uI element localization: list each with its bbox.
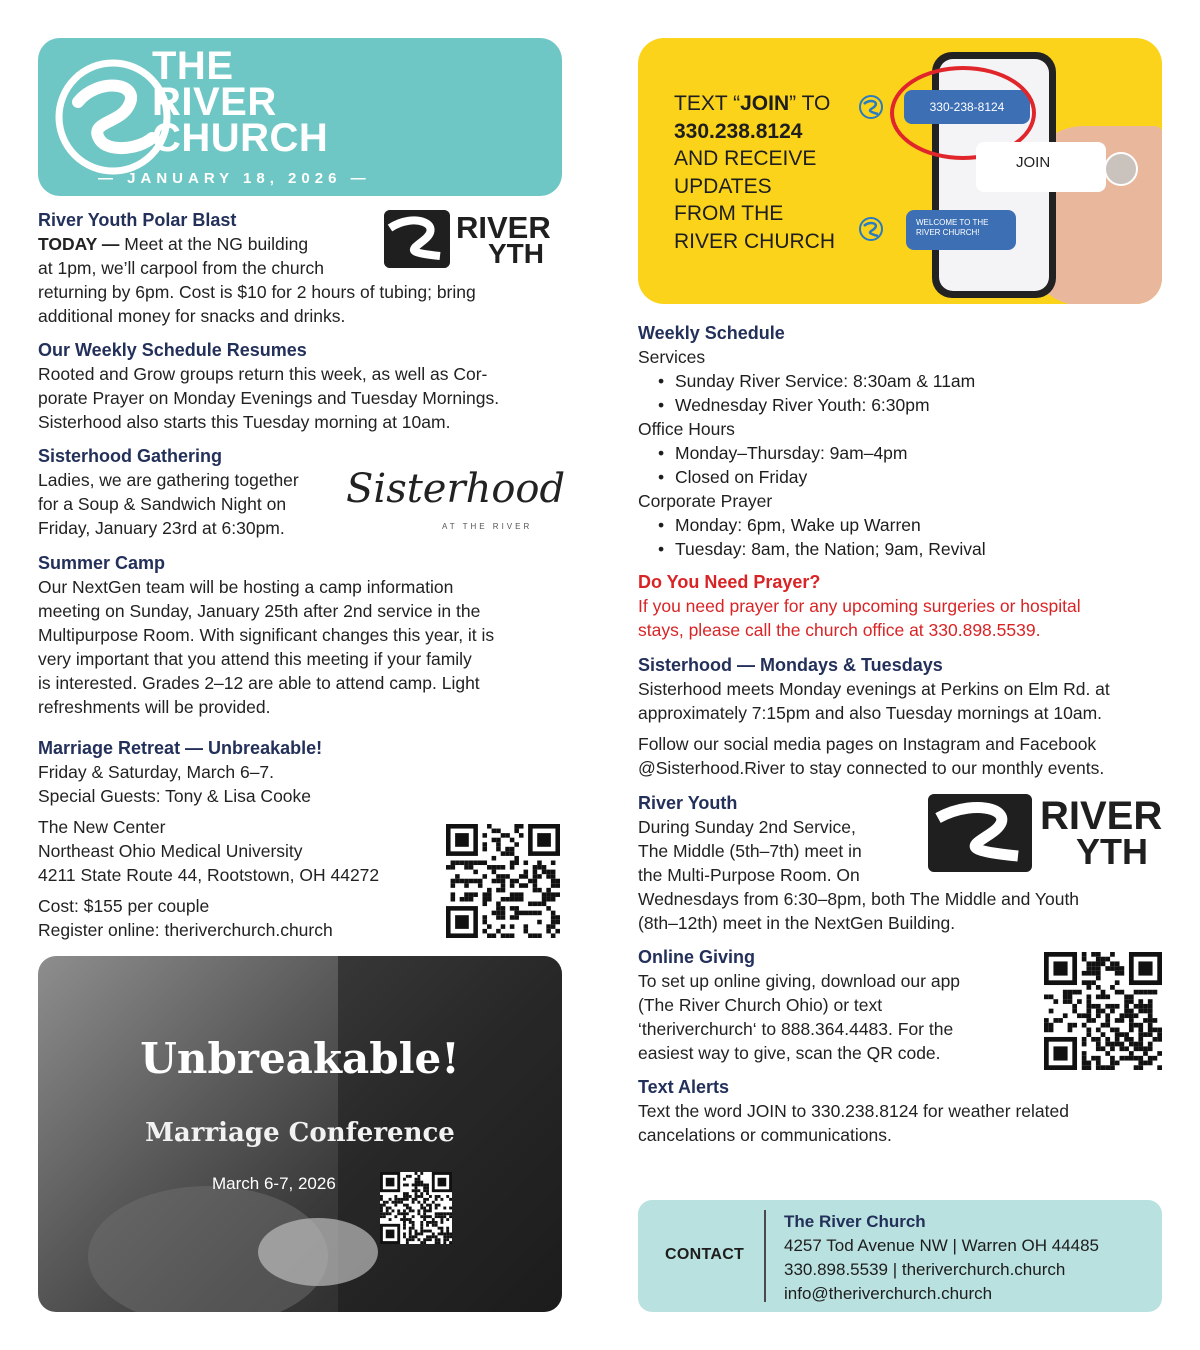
sisterhood-mt-line-4: @Sisterhood.River to stay connected to our monthly events. xyxy=(638,758,1105,778)
summer-camp-line-2: meeting on Sunday, January 25th after 2nd service in the xyxy=(38,601,481,621)
river-youth-logo-large xyxy=(928,794,1162,872)
river-youth-logo-small xyxy=(384,210,562,268)
right-column xyxy=(638,38,1163,1303)
summer-camp-line-4: very important that you attend this meeting if your family xyxy=(38,649,472,669)
contact-info xyxy=(784,1210,1099,1306)
summer-camp-line-1: Our NextGen team will be hosting a camp information xyxy=(38,577,454,597)
marriage-retreat-cost: Cost: $155 per couple xyxy=(38,896,210,916)
weekly-schedule-section xyxy=(638,321,1162,561)
weekly-resumes-heading: Our Weekly Schedule Resumes xyxy=(38,340,307,360)
river-youth-heading: River Youth xyxy=(638,793,738,813)
ryth-word-2: YTH xyxy=(488,238,544,269)
need-prayer-heading: Do You Need Prayer? xyxy=(638,572,821,592)
summer-camp-line-6: refreshments will be provided. xyxy=(38,697,271,717)
sisterhood-gathering-line-1: Ladies, we are gathering together xyxy=(38,470,299,490)
summer-camp-line-5: is interested. Grades 2–12 are able to attend camp. Light xyxy=(38,673,480,693)
contact-label: CONTACT xyxy=(665,1246,745,1263)
text-join-line-4: UPDATES xyxy=(674,174,772,198)
left-column xyxy=(38,38,566,1193)
marriage-retreat-address: 4211 State Route 44, Rootstown, OH 44272 xyxy=(38,865,380,885)
corporate-prayer-label: Corporate Prayer xyxy=(638,491,773,511)
sisterhood-mt-line-3: Follow our social media pages on Instagram and Facebook xyxy=(638,734,1097,754)
river-youth-line-5: (8th–12th) meet in the NextGen Building. xyxy=(638,913,956,933)
polar-blast-body-3: returning by 6pm. Cost is $10 for 2 hours of tubing; bring xyxy=(38,282,476,302)
marriage-retreat-heading: Marriage Retreat — Unbreakable! xyxy=(38,738,323,758)
unbreakable-dates: March 6-7, 2026 xyxy=(212,1174,336,1193)
sisterhood-mt-line-2: approximately 7:15pm and also Tuesday mornings at 10am. xyxy=(638,703,1103,723)
title-line-2: RIVER xyxy=(152,80,277,124)
marriage-retreat-register: Register online: theriverchurch.church xyxy=(38,920,333,940)
ryth-large-word-1: RIVER xyxy=(1040,794,1163,838)
sisterhood-mt-line-1: Sisterhood meets Monday evenings at Perkins on Elm Rd. at xyxy=(638,679,1110,699)
online-giving-heading: Online Giving xyxy=(638,947,756,967)
river-youth-mark-icon-large xyxy=(928,794,1032,872)
summer-camp-section xyxy=(38,551,562,719)
marriage-retreat-dates: Friday & Saturday, March 6–7. xyxy=(38,762,275,782)
text-join-keyword: JOIN xyxy=(740,92,790,115)
number-bubble: 330-238-8124 xyxy=(904,90,1030,124)
text-alerts-line-2: cancelations or communications. xyxy=(638,1125,892,1145)
need-prayer-line-1: If you need prayer for any upcoming surgeries or hospital xyxy=(638,596,1081,616)
river-youth-line-1: During Sunday 2nd Service, xyxy=(638,817,856,837)
unbreakable-subtitle: Marriage Conference xyxy=(145,1118,455,1148)
contact-email[interactable]: info@theriverchurch.church xyxy=(784,1284,993,1303)
summer-camp-line-3: Multipurpose Room. With significant changes this year, it is xyxy=(38,625,495,645)
list-item: • Monday: 6pm, Wake up Warren xyxy=(638,513,1162,537)
sisterhood-gathering-line-3: Friday, January 23rd at 6:30pm. xyxy=(38,518,285,538)
need-prayer-line-2: stays, please call the church office at 330.898.5539. xyxy=(638,620,1041,640)
online-giving-line-2: (The River Church Ohio) or text xyxy=(638,995,883,1015)
text-join-number: 330.238.8124 xyxy=(674,119,803,143)
need-prayer-section xyxy=(638,570,1162,642)
title-line-3: CHURCH xyxy=(152,116,329,160)
weekly-resumes-section xyxy=(38,338,562,434)
welcome-bubble: WELCOME TO THE RIVER CHURCH! xyxy=(906,210,1016,250)
church-header xyxy=(38,38,562,196)
text-alerts-heading: Text Alerts xyxy=(638,1077,730,1097)
ryth-word-1: RIVER xyxy=(456,210,551,245)
summer-camp-heading: Summer Camp xyxy=(38,553,166,573)
sisterhood-mt-heading: Sisterhood — Mondays & Tuesdays xyxy=(638,655,943,675)
text-join-line-6: RIVER CHURCH xyxy=(674,229,836,253)
sisterhood-mt-section xyxy=(638,653,1162,780)
polar-blast-today: TODAY — xyxy=(38,234,120,254)
river-youth-line-3: the Multi-Purpose Room. On xyxy=(638,865,860,885)
text-join-line-5: FROM THE xyxy=(674,202,784,225)
text-join-post: ” TO xyxy=(789,92,831,115)
contact-divider xyxy=(764,1210,766,1302)
weekly-schedule-heading: Weekly Schedule xyxy=(638,323,785,343)
sisterhood-gathering-heading: Sisterhood Gathering xyxy=(38,446,223,466)
polar-blast-body-4: additional money for snacks and drinks. xyxy=(38,306,346,326)
ryth-large-word-2: YTH xyxy=(1076,831,1148,872)
online-giving-line-1: To set up online giving, download our app xyxy=(638,971,961,991)
office-hours-list xyxy=(638,441,1162,489)
online-giving-line-3: ‘theriverchurch‘ to 888.364.4483. For the xyxy=(638,1019,954,1039)
list-item: • Closed on Friday xyxy=(638,465,1162,489)
weekly-resumes-line-3: Sisterhood also starts this Tuesday morning at 10am. xyxy=(38,412,451,432)
unbreakable-title: Unbreakable! xyxy=(140,1034,460,1083)
giving-qr-code[interactable] xyxy=(1044,952,1162,1070)
user-avatar xyxy=(1104,152,1138,186)
text-alerts-line-1: Text the word JOIN to 330.238.8124 for weather related xyxy=(638,1101,1069,1121)
text-join-pre: TEXT “ xyxy=(674,92,741,115)
contact-address: 4257 Tod Avenue NW | Warren OH 44485 xyxy=(784,1236,1100,1255)
river-youth-mark-icon xyxy=(384,210,450,268)
weekly-resumes-line-1: Rooted and Grow groups return this week, as well as Cor- xyxy=(38,364,488,384)
polar-blast-heading: River Youth Polar Blast xyxy=(38,210,237,230)
text-join-copy xyxy=(674,90,835,255)
unbreakable-card xyxy=(38,956,562,1312)
mini-river-logo-icon xyxy=(858,94,884,120)
bulletin-date: — JANUARY 18, 2026 — xyxy=(98,170,371,187)
retreat-qr-code[interactable] xyxy=(446,824,560,938)
sisterhood-gathering-line-2: for a Soup & Sandwich Night on xyxy=(38,494,287,514)
services-list xyxy=(638,369,1162,417)
church-title xyxy=(152,44,452,160)
mini-river-logo-icon-2 xyxy=(858,216,884,242)
office-hours-label: Office Hours xyxy=(638,419,735,439)
marriage-retreat-venue-2: Northeast Ohio Medical University xyxy=(38,841,303,861)
river-youth-line-4: Wednesdays from 6:30–8pm, both The Middle and Youth xyxy=(638,889,1080,909)
polar-blast-body-1: Meet at the NG building xyxy=(124,234,309,254)
list-item: • Monday–Thursday: 9am–4pm xyxy=(638,441,1162,465)
contact-name: The River Church xyxy=(784,1212,926,1231)
corporate-prayer-list xyxy=(638,513,1162,561)
list-item: • Wednesday River Youth: 6:30pm xyxy=(638,393,1162,417)
conference-qr-code[interactable] xyxy=(380,1172,452,1244)
online-giving-line-4: easiest way to give, scan the QR code. xyxy=(638,1043,941,1063)
contact-box xyxy=(638,1200,1162,1312)
weekly-resumes-line-2: porate Prayer on Monday Evenings and Tuesday Mornings. xyxy=(38,388,500,408)
title-line-1: THE xyxy=(152,44,234,88)
list-item: • Tuesday: 8am, the Nation; 9am, Revival xyxy=(638,537,1162,561)
list-item: • Sunday River Service: 8:30am & 11am xyxy=(638,369,1162,393)
services-label: Services xyxy=(638,347,706,367)
text-alerts-section xyxy=(638,1075,1162,1147)
polar-blast-body-2: at 1pm, we’ll carpool from the church xyxy=(38,258,324,278)
text-join-line-3: AND RECEIVE xyxy=(674,147,817,170)
river-youth-line-2: The Middle (5th–7th) meet in xyxy=(638,841,862,861)
text-join-card xyxy=(638,38,1162,304)
sisterhood-logo: Sisterhood xyxy=(346,466,566,512)
join-bubble: JOIN xyxy=(976,142,1106,192)
sisterhood-logo-sub: AT THE RIVER xyxy=(442,522,533,531)
contact-phone-web[interactable]: 330.898.5539 | theriverchurch.church xyxy=(784,1260,1066,1279)
marriage-retreat-venue: The New Center xyxy=(38,817,166,837)
marriage-retreat-guests: Special Guests: Tony & Lisa Cooke xyxy=(38,786,312,806)
